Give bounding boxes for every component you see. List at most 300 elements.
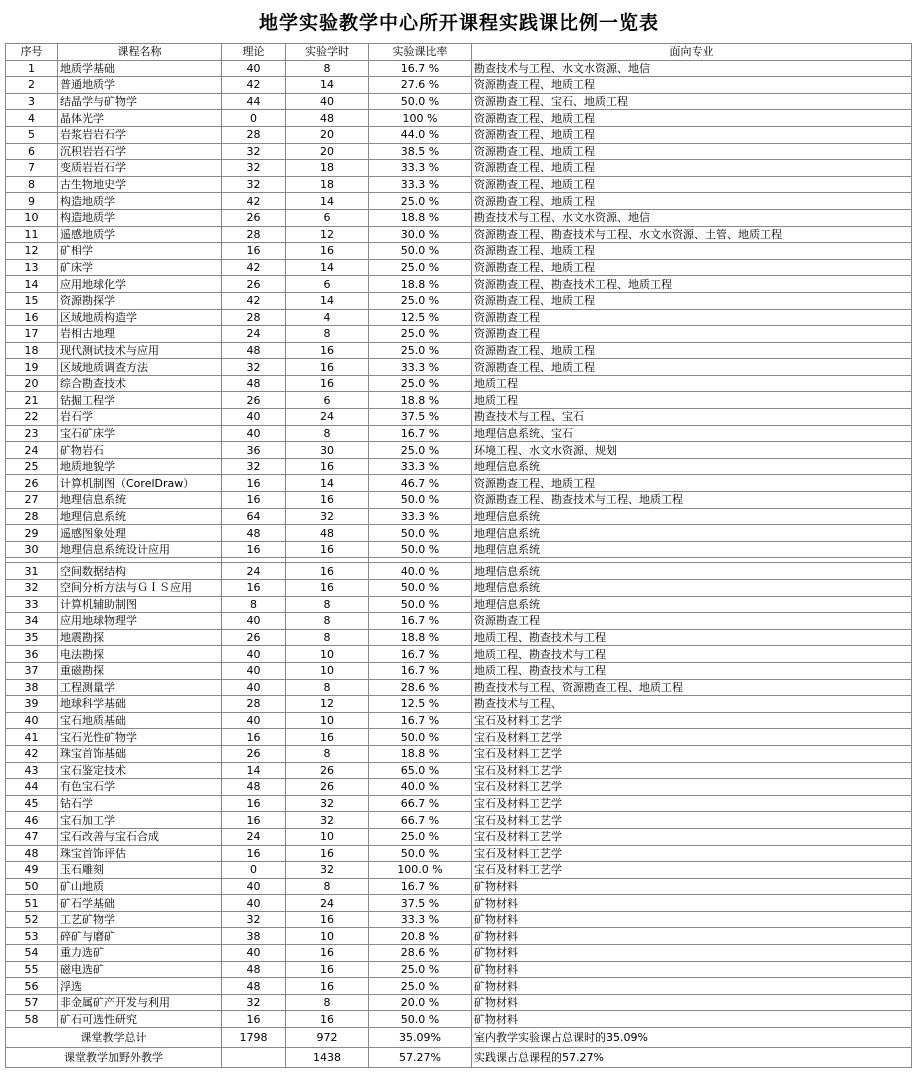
table-row <box>6 259 912 276</box>
header-course-name: 课程名称 <box>58 44 222 61</box>
cell-major: 矿物材料 <box>472 911 912 928</box>
cell-lab-ratio: 25.0 % <box>369 259 472 276</box>
cell-major: 资源勘查工程、地质工程 <box>472 292 912 309</box>
cell-lab-hours: 16 <box>286 243 369 260</box>
cell-index: 48 <box>6 845 58 862</box>
cell-index: 5 <box>6 126 58 143</box>
cell-theory: 40 <box>222 425 286 442</box>
table-row <box>6 60 912 77</box>
cell-lab-hours: 16 <box>286 845 369 862</box>
cell-theory: 40 <box>222 646 286 663</box>
cell-lab-hours: 8 <box>286 878 369 895</box>
cell-theory: 32 <box>222 458 286 475</box>
table-row <box>6 110 912 127</box>
table-row <box>6 392 912 409</box>
cell-course-name: 遥感地质学 <box>58 226 222 243</box>
cell-index: 28 <box>6 508 58 525</box>
cell-index: 4 <box>6 110 58 127</box>
cell-major: 宝石及材料工艺学 <box>472 729 912 746</box>
table-row <box>6 309 912 326</box>
cell-lab-ratio: 25.0 % <box>369 326 472 343</box>
cell-theory: 28 <box>222 226 286 243</box>
cell-major: 宝石及材料工艺学 <box>472 745 912 762</box>
header-lab-hours: 实验学时 <box>286 44 369 61</box>
cell-lab-hours: 48 <box>286 525 369 542</box>
cell-major: 地理信息系统、宝石 <box>472 425 912 442</box>
table-row <box>6 243 912 260</box>
table-header-row <box>6 44 912 61</box>
cell-lab-ratio: 100 % <box>369 110 472 127</box>
cell-theory: 24 <box>222 326 286 343</box>
cell-theory: 42 <box>222 292 286 309</box>
table-row <box>6 762 912 779</box>
cell-course-name: 计算机制图（CorelDraw） <box>58 475 222 492</box>
cell-major: 矿物材料 <box>472 895 912 912</box>
cell-theory: 0 <box>222 862 286 879</box>
cell-lab-ratio: 25.0 % <box>369 978 472 995</box>
table-row <box>6 226 912 243</box>
cell-lab-ratio: 27.6 % <box>369 77 472 94</box>
cell-course-name: 碎矿与磨矿 <box>58 928 222 945</box>
cell-lab-ratio: 50.0 % <box>369 596 472 613</box>
cell-lab-hours: 16 <box>286 729 369 746</box>
cell-course-name: 玉石雕刻 <box>58 862 222 879</box>
cell-course-name: 结晶学与矿物学 <box>58 93 222 110</box>
table-row <box>6 745 912 762</box>
cell-theory: 26 <box>222 745 286 762</box>
table-row <box>6 1011 912 1028</box>
cell-lab-ratio: 18.8 % <box>369 629 472 646</box>
cell-major: 宝石及材料工艺学 <box>472 845 912 862</box>
cell-lab-hours: 40 <box>286 93 369 110</box>
header-major: 面向专业 <box>472 44 912 61</box>
cell-index: 44 <box>6 779 58 796</box>
cell-course-name: 普通地质学 <box>58 77 222 94</box>
cell-index: 47 <box>6 828 58 845</box>
cell-course-name: 区域地质构造学 <box>58 309 222 326</box>
cell-lab-hours: 8 <box>286 679 369 696</box>
cell-theory: 16 <box>222 795 286 812</box>
cell-lab-hours: 1438 <box>286 1048 369 1068</box>
cell-index: 22 <box>6 409 58 426</box>
cell-index: 49 <box>6 862 58 879</box>
cell-major: 地理信息系统 <box>472 525 912 542</box>
table-row <box>6 77 912 94</box>
cell-index: 7 <box>6 160 58 177</box>
cell-theory: 32 <box>222 176 286 193</box>
table-row <box>6 662 912 679</box>
table-row <box>6 646 912 663</box>
cell-major: 资源勘查工程 <box>472 326 912 343</box>
cell-index: 15 <box>6 292 58 309</box>
cell-course-name: 晶体光学 <box>58 110 222 127</box>
cell-course-name: 浮选 <box>58 978 222 995</box>
table-row <box>6 729 912 746</box>
cell-theory: 28 <box>222 696 286 713</box>
cell-lab-hours: 16 <box>286 342 369 359</box>
cell-index: 51 <box>6 895 58 912</box>
cell-lab-ratio: 65.0 % <box>369 762 472 779</box>
cell-lab-hours: 8 <box>286 425 369 442</box>
cell-index: 36 <box>6 646 58 663</box>
cell-lab-ratio: 33.3 % <box>369 359 472 376</box>
cell-lab-ratio: 66.7 % <box>369 795 472 812</box>
table-row <box>6 541 912 558</box>
table-row <box>6 928 912 945</box>
cell-lab-ratio: 25.0 % <box>369 292 472 309</box>
cell-theory: 16 <box>222 845 286 862</box>
cell-lab-hours: 14 <box>286 292 369 309</box>
cell-course-name: 地理信息系统设计应用 <box>58 541 222 558</box>
cell-course-name: 宝石改善与宝石合成 <box>58 828 222 845</box>
cell-course-name: 工艺矿物学 <box>58 911 222 928</box>
summary-row <box>6 1028 912 1048</box>
cell-lab-hours: 16 <box>286 541 369 558</box>
cell-index: 12 <box>6 243 58 260</box>
cell-course-name: 地理信息系统 <box>58 508 222 525</box>
cell-lab-ratio: 40.0 % <box>369 563 472 580</box>
cell-major: 资源勘查工程、地质工程 <box>472 243 912 260</box>
cell-major: 资源勘查工程、地质工程 <box>472 143 912 160</box>
cell-lab-hours: 48 <box>286 110 369 127</box>
cell-theory: 16 <box>222 580 286 597</box>
table-row <box>6 845 912 862</box>
cell-course-name: 宝石鉴定技术 <box>58 762 222 779</box>
table-row <box>6 795 912 812</box>
cell-lab-ratio: 37.5 % <box>369 409 472 426</box>
cell-theory: 32 <box>222 359 286 376</box>
cell-major: 资源勘查工程、宝石、地质工程 <box>472 93 912 110</box>
cell-major: 资源勘查工程、地质工程 <box>472 110 912 127</box>
cell-theory: 48 <box>222 342 286 359</box>
cell-course-name: 地质学基础 <box>58 60 222 77</box>
cell-lab-ratio: 33.3 % <box>369 911 472 928</box>
table-row <box>6 359 912 376</box>
cell-lab-hours: 12 <box>286 226 369 243</box>
cell-major: 宝石及材料工艺学 <box>472 828 912 845</box>
cell-lab-hours: 16 <box>286 1011 369 1028</box>
cell-index: 53 <box>6 928 58 945</box>
cell-theory: 40 <box>222 679 286 696</box>
table-row <box>6 209 912 226</box>
cell-theory: 42 <box>222 259 286 276</box>
cell-index: 13 <box>6 259 58 276</box>
table-row <box>6 779 912 796</box>
cell-course-name: 地球科学基础 <box>58 696 222 713</box>
cell-theory: 48 <box>222 779 286 796</box>
table-row <box>6 580 912 597</box>
cell-major: 地理信息系统 <box>472 580 912 597</box>
cell-index: 25 <box>6 458 58 475</box>
cell-index: 16 <box>6 309 58 326</box>
cell-major: 资源勘查工程、地质工程 <box>472 176 912 193</box>
cell-lab-ratio: 18.8 % <box>369 209 472 226</box>
cell-index: 42 <box>6 745 58 762</box>
cell-index: 40 <box>6 712 58 729</box>
table-row <box>6 160 912 177</box>
cell-lab-ratio: 46.7 % <box>369 475 472 492</box>
cell-course-name: 岩石学 <box>58 409 222 426</box>
cell-course-name: 地震勘探 <box>58 629 222 646</box>
table-row <box>6 812 912 829</box>
cell-theory: 16 <box>222 492 286 509</box>
cell-theory: 14 <box>222 762 286 779</box>
cell-index: 38 <box>6 679 58 696</box>
table-row <box>6 425 912 442</box>
cell-theory: 8 <box>222 596 286 613</box>
cell-major: 勘查技术与工程、水文水资源、地信 <box>472 209 912 226</box>
cell-course-name: 现代测试技术与应用 <box>58 342 222 359</box>
cell-index: 56 <box>6 978 58 995</box>
cell-index: 24 <box>6 442 58 459</box>
cell-theory: 32 <box>222 143 286 160</box>
cell-lab-hours: 8 <box>286 60 369 77</box>
cell-major: 地理信息系统 <box>472 458 912 475</box>
cell-theory: 44 <box>222 93 286 110</box>
cell-theory: 40 <box>222 662 286 679</box>
cell-theory: 16 <box>222 1011 286 1028</box>
table-row <box>6 276 912 293</box>
cell-course-name: 钻石学 <box>58 795 222 812</box>
cell-theory: 48 <box>222 525 286 542</box>
cell-index: 43 <box>6 762 58 779</box>
table-row <box>6 93 912 110</box>
table-row <box>6 292 912 309</box>
cell-index: 1 <box>6 60 58 77</box>
cell-course-name: 重磁勘探 <box>58 662 222 679</box>
cell-lab-ratio: 16.7 % <box>369 878 472 895</box>
cell-course-name: 矿石可选性研究 <box>58 1011 222 1028</box>
cell-course-name: 综合勘查技术 <box>58 375 222 392</box>
cell-lab-ratio: 18.8 % <box>369 392 472 409</box>
table-row <box>6 613 912 630</box>
cell-theory: 24 <box>222 563 286 580</box>
cell-lab-ratio: 40.0 % <box>369 779 472 796</box>
table-row <box>6 342 912 359</box>
cell-theory: 48 <box>222 978 286 995</box>
cell-lab-ratio: 16.7 % <box>369 60 472 77</box>
cell-lab-hours: 8 <box>286 596 369 613</box>
cell-lab-hours: 30 <box>286 442 369 459</box>
cell-course-name: 古生物地史学 <box>58 176 222 193</box>
cell-theory: 36 <box>222 442 286 459</box>
cell-lab-hours: 972 <box>286 1028 369 1048</box>
cell-major: 矿物材料 <box>472 945 912 962</box>
table-row <box>6 596 912 613</box>
cell-theory: 24 <box>222 828 286 845</box>
cell-index: 20 <box>6 375 58 392</box>
cell-major: 环境工程、水文水资源、规划 <box>472 442 912 459</box>
cell-theory: 26 <box>222 276 286 293</box>
cell-course-name: 矿床学 <box>58 259 222 276</box>
cell-lab-ratio: 50.0 % <box>369 243 472 260</box>
cell-course-name: 应用地球化学 <box>58 276 222 293</box>
cell-lab-ratio: 18.8 % <box>369 276 472 293</box>
cell-lab-hours: 8 <box>286 613 369 630</box>
table-row <box>6 375 912 392</box>
cell-major: 矿物材料 <box>472 994 912 1011</box>
cell-summary-note: 室内教学实验课占总课时的35.09% <box>472 1028 912 1048</box>
cell-course-name: 矿物岩石 <box>58 442 222 459</box>
cell-major: 地理信息系统 <box>472 541 912 558</box>
cell-lab-ratio: 33.3 % <box>369 160 472 177</box>
cell-major: 矿物材料 <box>472 978 912 995</box>
table-row <box>6 143 912 160</box>
cell-index: 32 <box>6 580 58 597</box>
cell-theory: 48 <box>222 961 286 978</box>
table-row <box>6 193 912 210</box>
cell-lab-hours: 6 <box>286 392 369 409</box>
cell-lab-hours: 16 <box>286 911 369 928</box>
cell-index: 33 <box>6 596 58 613</box>
cell-theory: 28 <box>222 126 286 143</box>
table-row <box>6 679 912 696</box>
cell-course-name: 空间数据结构 <box>58 563 222 580</box>
cell-major: 资源勘查工程、地质工程 <box>472 126 912 143</box>
table-row <box>6 176 912 193</box>
cell-index: 46 <box>6 812 58 829</box>
cell-major: 勘查技术与工程、水文水资源、地信 <box>472 60 912 77</box>
cell-major: 勘查技术与工程、宝石 <box>472 409 912 426</box>
cell-lab-hours: 24 <box>286 895 369 912</box>
cell-index: 30 <box>6 541 58 558</box>
cell-major: 资源勘查工程、地质工程 <box>472 160 912 177</box>
summary-row <box>6 1048 912 1068</box>
cell-theory: 26 <box>222 209 286 226</box>
cell-course-name: 计算机辅助制图 <box>58 596 222 613</box>
cell-course-name: 宝石加工学 <box>58 812 222 829</box>
cell-lab-hours: 26 <box>286 779 369 796</box>
cell-theory: 32 <box>222 994 286 1011</box>
cell-index: 17 <box>6 326 58 343</box>
cell-lab-hours: 16 <box>286 945 369 962</box>
cell-lab-hours: 32 <box>286 508 369 525</box>
header-index: 序号 <box>6 44 58 61</box>
cell-major: 地理信息系统 <box>472 596 912 613</box>
header-theory: 理论 <box>222 44 286 61</box>
cell-lab-ratio: 50.0 % <box>369 492 472 509</box>
cell-lab-ratio: 25.0 % <box>369 961 472 978</box>
cell-course-name: 资源勘探学 <box>58 292 222 309</box>
cell-lab-ratio: 16.7 % <box>369 425 472 442</box>
cell-index: 34 <box>6 613 58 630</box>
cell-lab-hours: 10 <box>286 828 369 845</box>
table-row <box>6 911 912 928</box>
table-row <box>6 563 912 580</box>
cell-course-name: 遥感图象处理 <box>58 525 222 542</box>
cell-index: 54 <box>6 945 58 962</box>
cell-major: 资源勘查工程、地质工程 <box>472 359 912 376</box>
cell-lab-ratio: 25.0 % <box>369 193 472 210</box>
cell-major: 地质工程、勘查技术与工程 <box>472 662 912 679</box>
table-row <box>6 696 912 713</box>
cell-lab-hours: 14 <box>286 77 369 94</box>
cell-lab-ratio: 50.0 % <box>369 525 472 542</box>
cell-major: 宝石及材料工艺学 <box>472 795 912 812</box>
table-row <box>6 712 912 729</box>
cell-course-name: 电法勘探 <box>58 646 222 663</box>
cell-course-name: 空间分析方法与ＧＩＳ应用 <box>58 580 222 597</box>
cell-course-name: 区域地质调查方法 <box>58 359 222 376</box>
cell-major: 资源勘查工程 <box>472 309 912 326</box>
cell-major: 宝石及材料工艺学 <box>472 762 912 779</box>
cell-course-name: 应用地球物理学 <box>58 613 222 630</box>
cell-lab-ratio: 33.3 % <box>369 176 472 193</box>
table-row <box>6 994 912 1011</box>
cell-theory: 28 <box>222 309 286 326</box>
table-row <box>6 492 912 509</box>
cell-major: 资源勘查工程 <box>472 613 912 630</box>
cell-lab-ratio: 16.7 % <box>369 613 472 630</box>
cell-index: 31 <box>6 563 58 580</box>
cell-lab-ratio: 33.3 % <box>369 508 472 525</box>
table-row <box>6 525 912 542</box>
cell-lab-hours: 16 <box>286 359 369 376</box>
cell-course-name: 工程测量学 <box>58 679 222 696</box>
cell-major: 地质工程、勘查技术与工程 <box>472 629 912 646</box>
cell-lab-hours: 14 <box>286 259 369 276</box>
cell-course-name: 地质地貌学 <box>58 458 222 475</box>
cell-theory: 38 <box>222 928 286 945</box>
cell-theory: 42 <box>222 77 286 94</box>
cell-course-name: 矿石学基础 <box>58 895 222 912</box>
cell-lab-hours: 10 <box>286 646 369 663</box>
cell-index: 41 <box>6 729 58 746</box>
cell-lab-hours: 8 <box>286 994 369 1011</box>
cell-lab-hours: 16 <box>286 961 369 978</box>
cell-lab-hours: 16 <box>286 375 369 392</box>
cell-lab-ratio: 33.3 % <box>369 458 472 475</box>
cell-major: 勘查技术与工程、资源勘查工程、地质工程 <box>472 679 912 696</box>
cell-index: 14 <box>6 276 58 293</box>
cell-index: 9 <box>6 193 58 210</box>
cell-major: 矿物材料 <box>472 961 912 978</box>
cell-major: 地质工程 <box>472 375 912 392</box>
cell-lab-ratio: 16.7 % <box>369 712 472 729</box>
cell-course-name: 沉积岩岩石学 <box>58 143 222 160</box>
cell-theory <box>222 1048 286 1068</box>
cell-major: 宝石及材料工艺学 <box>472 812 912 829</box>
cell-lab-ratio: 57.27% <box>369 1048 472 1068</box>
cell-major: 宝石及材料工艺学 <box>472 712 912 729</box>
cell-lab-hours: 10 <box>286 928 369 945</box>
cell-lab-ratio: 25.0 % <box>369 375 472 392</box>
cell-theory: 16 <box>222 541 286 558</box>
cell-theory: 40 <box>222 712 286 729</box>
cell-lab-hours: 14 <box>286 475 369 492</box>
cell-lab-ratio: 35.09% <box>369 1028 472 1048</box>
cell-lab-hours: 10 <box>286 662 369 679</box>
cell-index: 50 <box>6 878 58 895</box>
cell-course-name: 岩相古地理 <box>58 326 222 343</box>
cell-lab-hours: 26 <box>286 762 369 779</box>
cell-lab-ratio: 12.5 % <box>369 696 472 713</box>
cell-lab-hours: 6 <box>286 209 369 226</box>
cell-index: 18 <box>6 342 58 359</box>
cell-lab-ratio: 25.0 % <box>369 342 472 359</box>
cell-lab-hours: 4 <box>286 309 369 326</box>
cell-theory: 40 <box>222 945 286 962</box>
cell-course-name: 非金属矿产开发与利用 <box>58 994 222 1011</box>
cell-lab-ratio: 28.6 % <box>369 679 472 696</box>
cell-index: 29 <box>6 525 58 542</box>
cell-index: 21 <box>6 392 58 409</box>
cell-major: 资源勘查工程、地质工程 <box>472 475 912 492</box>
table-row <box>6 895 912 912</box>
cell-course-name: 变质岩岩石学 <box>58 160 222 177</box>
cell-major: 地理信息系统 <box>472 563 912 580</box>
cell-lab-ratio: 66.7 % <box>369 812 472 829</box>
